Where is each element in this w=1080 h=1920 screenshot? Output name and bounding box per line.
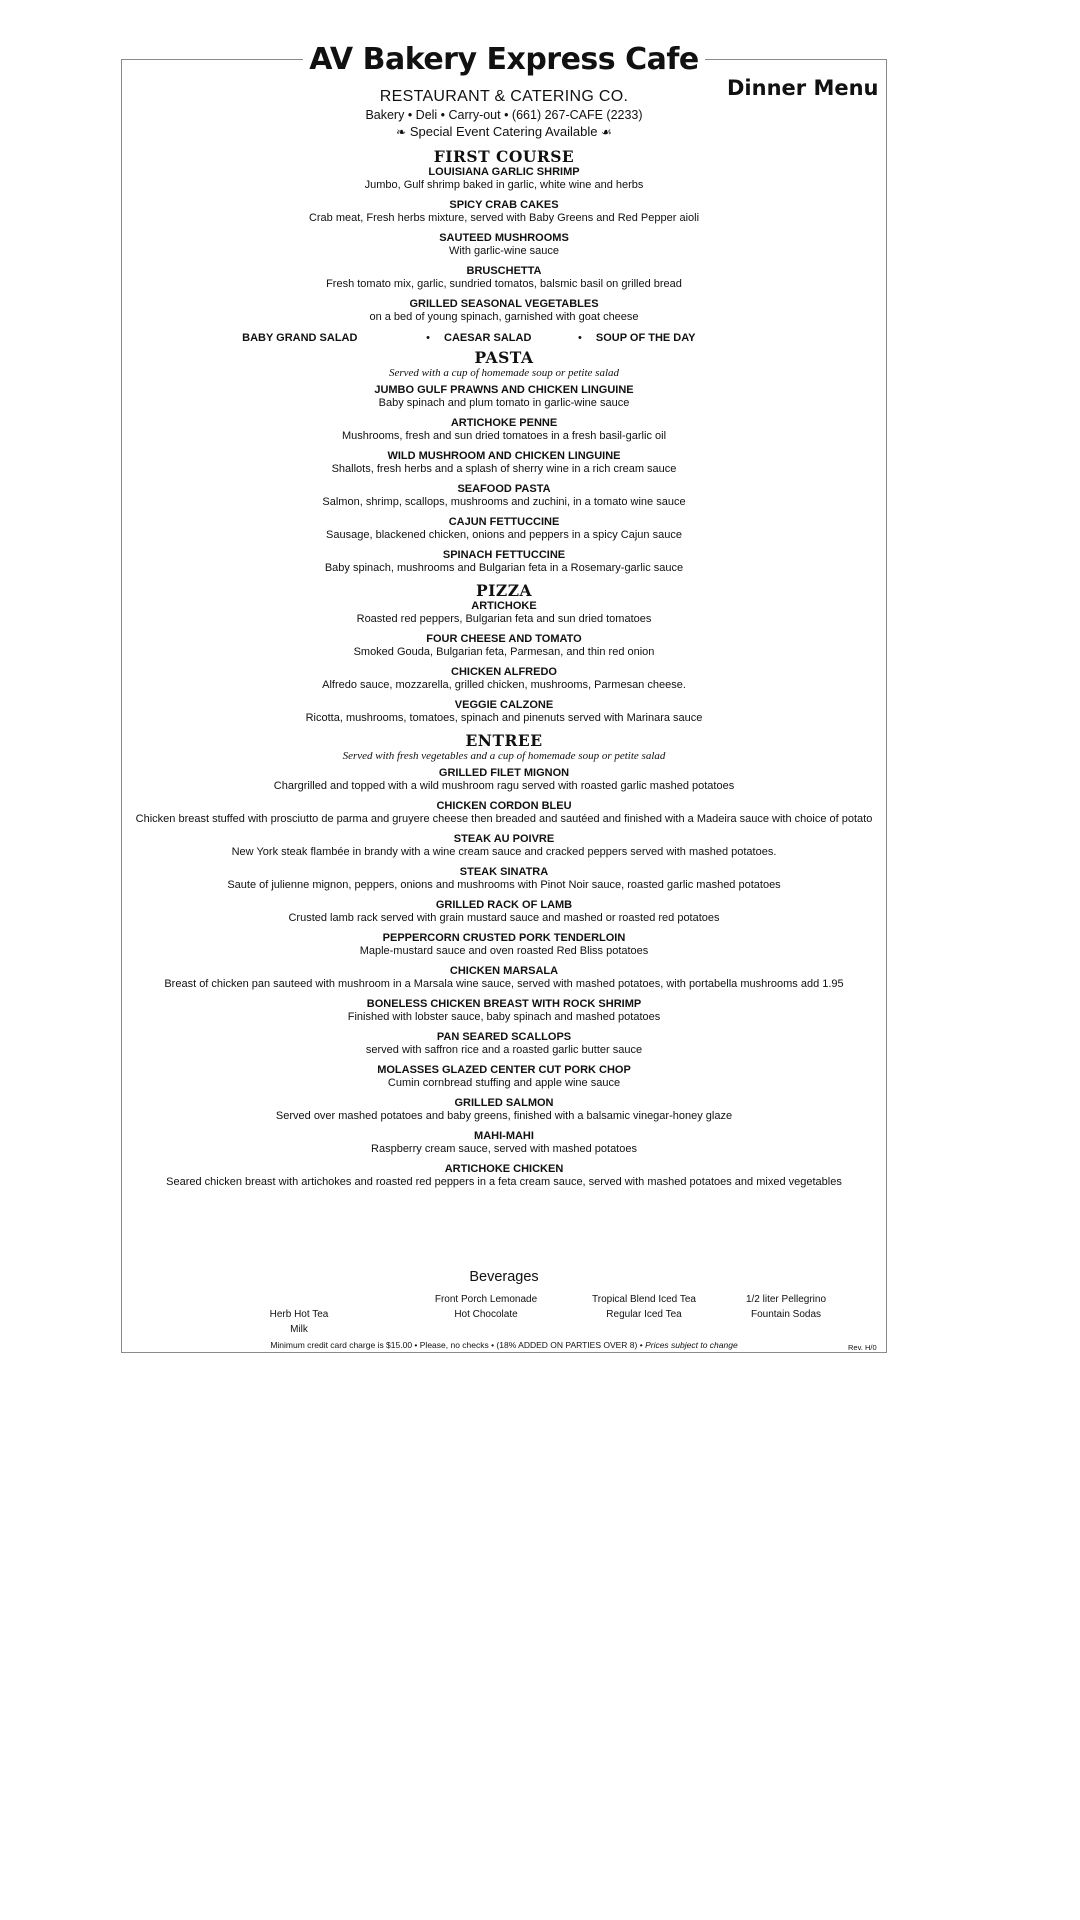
- salad-item: CAESAR SALAD: [444, 332, 532, 344]
- item-name: ARTICHOKE PENNE: [450, 417, 558, 429]
- item-description: Crusted lamb rack served with grain mustard sauce and mashed or roasted red potatoes: [288, 912, 720, 924]
- item-name: VEGGIE CALZONE: [454, 699, 554, 711]
- menu-item: [121, 450, 887, 476]
- item-name: MAHI-MAHI: [474, 1130, 534, 1142]
- contact-line: Bakery • Deli • Carry-out • (661) 267-CAFE (2233): [365, 108, 643, 122]
- menu-item: [121, 384, 887, 410]
- item-name: FOUR CHEESE AND TOMATO: [426, 633, 582, 645]
- item-description: served with saffron rice and a roasted garlic butter sauce: [365, 1044, 643, 1056]
- section-note: Served with fresh vegetables and a cup of homemade soup or petite salad: [342, 750, 666, 762]
- menu-item: [121, 633, 887, 659]
- beverage-column: [721, 1292, 851, 1322]
- item-description: Smoked Gouda, Bulgarian feta, Parmesan, and thin red onion: [353, 646, 655, 658]
- item-name: GRILLED RACK OF LAMB: [435, 899, 573, 911]
- salad-item: SOUP OF THE DAY: [595, 332, 696, 344]
- flourish-right-icon: ☙: [601, 125, 612, 139]
- item-description: Crab meat, Fresh herbs mixture, served with Baby Greens and Red Pepper aioli: [308, 212, 700, 224]
- menu-item: [121, 767, 887, 793]
- beverage-item: Tropical Blend Iced Tea: [592, 1294, 696, 1305]
- menu-item: [121, 899, 887, 925]
- item-description: Shallots, fresh herbs and a splash of sherry wine in a rich cream sauce: [331, 463, 677, 475]
- beverages-heading: Beverages: [469, 1269, 539, 1285]
- menu-item: [121, 833, 887, 859]
- item-name: CHICKEN CORDON BLEU: [436, 800, 572, 812]
- salad-row: [121, 331, 887, 345]
- item-name: SPINACH FETTUCCINE: [442, 549, 566, 561]
- bullet-separator: •: [578, 332, 582, 344]
- section-heading: FIRST COURSE: [433, 147, 575, 166]
- page-title: AV Bakery Express Cafe: [303, 42, 705, 77]
- item-description: Roasted red peppers, Bulgarian feta and sun dried tomatoes: [356, 613, 652, 625]
- item-description: Fresh tomato mix, garlic, sundried tomatos, balsmic basil on grilled bread: [326, 278, 682, 290]
- item-description: Finished with lobster sauce, baby spinach and mashed potatoes: [347, 1011, 661, 1023]
- item-description: Breast of chicken pan sauteed with mushroom in a Marsala wine sauce, served with mashed potatoes, with portabella mushrooms add 1.95: [164, 978, 844, 990]
- item-description: Saute of julienne mignon, peppers, onions and mushrooms with Pinot Noir sauce, roasted garlic mashed potatoes: [227, 879, 781, 891]
- flourish-left-icon: ❧: [396, 125, 407, 139]
- beverage-item: Hot Chocolate: [454, 1309, 518, 1320]
- beverage-item: Milk: [290, 1324, 308, 1335]
- section-heading: PASTA: [474, 348, 534, 367]
- menu-item: [121, 699, 887, 725]
- item-name: GRILLED SALMON: [454, 1097, 554, 1109]
- item-description: Seared chicken breast with artichokes and roasted red peppers in a feta cream sauce, served with mashed potatoes and mixed vegetables: [166, 1176, 842, 1188]
- item-name: ARTICHOKE CHICKEN: [444, 1163, 564, 1175]
- item-name: CHICKEN ALFREDO: [451, 666, 557, 678]
- item-description: Sausage, blackened chicken, onions and peppers in a spicy Cajun sauce: [326, 529, 682, 541]
- section-beverages: [121, 1268, 887, 1338]
- item-description: Served over mashed potatoes and baby greens, finished with a balsamic vinegar-honey glaze: [275, 1110, 733, 1122]
- item-name: GRILLED FILET MIGNON: [438, 767, 570, 779]
- item-name: SAUTEED MUSHROOMS: [439, 232, 569, 244]
- menu-item: [121, 298, 887, 324]
- section-pasta: [121, 349, 887, 575]
- section-entree: [121, 732, 887, 1189]
- item-name: CAJUN FETTUCCINE: [448, 516, 560, 528]
- bullet-separator: •: [426, 332, 430, 344]
- title-container: [121, 42, 887, 77]
- item-description: Alfredo sauce, mozzarella, grilled chicken, mushrooms, Parmesan cheese.: [322, 679, 686, 691]
- section-pizza: [121, 582, 887, 725]
- beverage-item: Front Porch Lemonade: [434, 1294, 538, 1305]
- menu-item: [121, 549, 887, 575]
- item-description: With garlic-wine sauce: [448, 245, 560, 257]
- item-name: PEPPERCORN CRUSTED PORK TENDERLOIN: [382, 932, 626, 944]
- item-description: Ricotta, mushrooms, tomatoes, spinach and pinenuts served with Marinara sauce: [305, 712, 703, 724]
- item-name: SEAFOOD PASTA: [457, 483, 551, 495]
- salad-item: BABY GRAND SALAD: [242, 332, 358, 344]
- item-description: Maple-mustard sauce and oven roasted Red Bliss potatoes: [359, 945, 649, 957]
- item-description: Mushrooms, fresh and sun dried tomatoes in a fresh basil-garlic oil: [341, 430, 667, 442]
- menu-item: [121, 666, 887, 692]
- catering-text: Special Event Catering Available: [409, 124, 598, 139]
- item-name: SPICY CRAB CAKES: [449, 199, 559, 211]
- item-description: Chicken breast stuffed with prosciutto de parma and gruyere cheese then breaded and sautéed and finished with a Madeira sauce with choice of potato: [135, 813, 873, 825]
- item-name: STEAK SINATRA: [459, 866, 549, 878]
- item-name: BRUSCHETTA: [466, 265, 542, 277]
- beverage-item: Herb Hot Tea: [269, 1309, 329, 1320]
- item-description: Baby spinach, mushrooms and Bulgarian feta in a Rosemary-garlic sauce: [324, 562, 684, 574]
- revision-label: Rev. H/0: [848, 1343, 877, 1352]
- item-description: Salmon, shrimp, scallops, mushrooms and zuchini, in a tomato wine sauce: [322, 496, 686, 508]
- item-description: Raspberry cream sauce, served with mashed potatoes: [371, 1143, 637, 1155]
- menu-item: [121, 417, 887, 443]
- section-heading: PIZZA: [475, 581, 533, 600]
- item-description: Chargrilled and topped with a wild mushroom ragu served with roasted garlic mashed potatoes: [273, 780, 735, 792]
- menu-item: [121, 965, 887, 991]
- item-name: STEAK AU POIVRE: [453, 833, 555, 845]
- menu-item: [121, 232, 887, 258]
- item-name: BONELESS CHICKEN BREAST WITH ROCK SHRIMP: [366, 998, 642, 1010]
- footer-text: Minimum credit card charge is $15.00 • Please, no checks • (18% ADDED ON PARTIES OVER 8) •: [270, 1340, 646, 1350]
- menu-item: [121, 1163, 887, 1189]
- menu-item: [121, 483, 887, 509]
- footer-note: [121, 1340, 887, 1350]
- item-description: Jumbo, Gulf shrimp baked in garlic, white wine and herbs: [364, 179, 644, 191]
- menu-item: [121, 199, 887, 225]
- section-heading: ENTREE: [465, 731, 543, 750]
- beverage-item: Regular Iced Tea: [606, 1309, 682, 1320]
- menu-item: [121, 600, 887, 626]
- item-name: LOUISIANA GARLIC SHRIMP: [428, 166, 580, 178]
- item-name: MOLASSES GLAZED CENTER CUT PORK CHOP: [377, 1064, 631, 1076]
- menu-item: [121, 1097, 887, 1123]
- menu-item: [121, 1031, 887, 1057]
- item-name: ARTICHOKE: [471, 600, 537, 612]
- section-first-course: [121, 148, 887, 345]
- section-note: Served with a cup of homemade soup or petite salad: [388, 367, 620, 379]
- catering-line: [121, 123, 887, 141]
- dinner-menu-label: Dinner Menu: [727, 76, 879, 100]
- menu-item: [121, 265, 887, 291]
- menu-item: [121, 166, 887, 192]
- company-name: RESTAURANT & CATERING CO.: [379, 88, 629, 105]
- item-description: Baby spinach and plum tomato in garlic-wine sauce: [378, 397, 630, 409]
- item-name: GRILLED SEASONAL VEGETABLES: [409, 298, 599, 310]
- beverage-item: Fountain Sodas: [750, 1309, 822, 1320]
- beverage-column: [239, 1307, 359, 1337]
- item-name: CHICKEN MARSALA: [449, 965, 559, 977]
- beverage-column: [421, 1292, 551, 1322]
- header-info: [121, 87, 887, 141]
- beverages-grid: [121, 1292, 887, 1338]
- item-description: New York steak flambée in brandy with a wine cream sauce and cracked peppers served with mashed potatoes.: [231, 846, 777, 858]
- item-description: on a bed of young spinach, garnished with goat cheese: [369, 311, 639, 323]
- item-name: JUMBO GULF PRAWNS AND CHICKEN LINGUINE: [374, 384, 634, 396]
- beverage-column: [574, 1292, 714, 1322]
- menu-item: [121, 932, 887, 958]
- item-description: Cumin cornbread stuffing and apple wine sauce: [387, 1077, 621, 1089]
- menu-item: [121, 866, 887, 892]
- menu-item: [121, 1064, 887, 1090]
- item-name: PAN SEARED SCALLOPS: [436, 1031, 572, 1043]
- menu-item: [121, 516, 887, 542]
- menu-item: [121, 998, 887, 1024]
- item-name: WILD MUSHROOM AND CHICKEN LINGUINE: [387, 450, 621, 462]
- menu-content: [121, 148, 887, 1196]
- footer-italic: Prices subject to change: [645, 1340, 738, 1350]
- menu-item: [121, 800, 887, 826]
- menu-item: [121, 1130, 887, 1156]
- beverage-item: 1/2 liter Pellegrino: [745, 1294, 827, 1305]
